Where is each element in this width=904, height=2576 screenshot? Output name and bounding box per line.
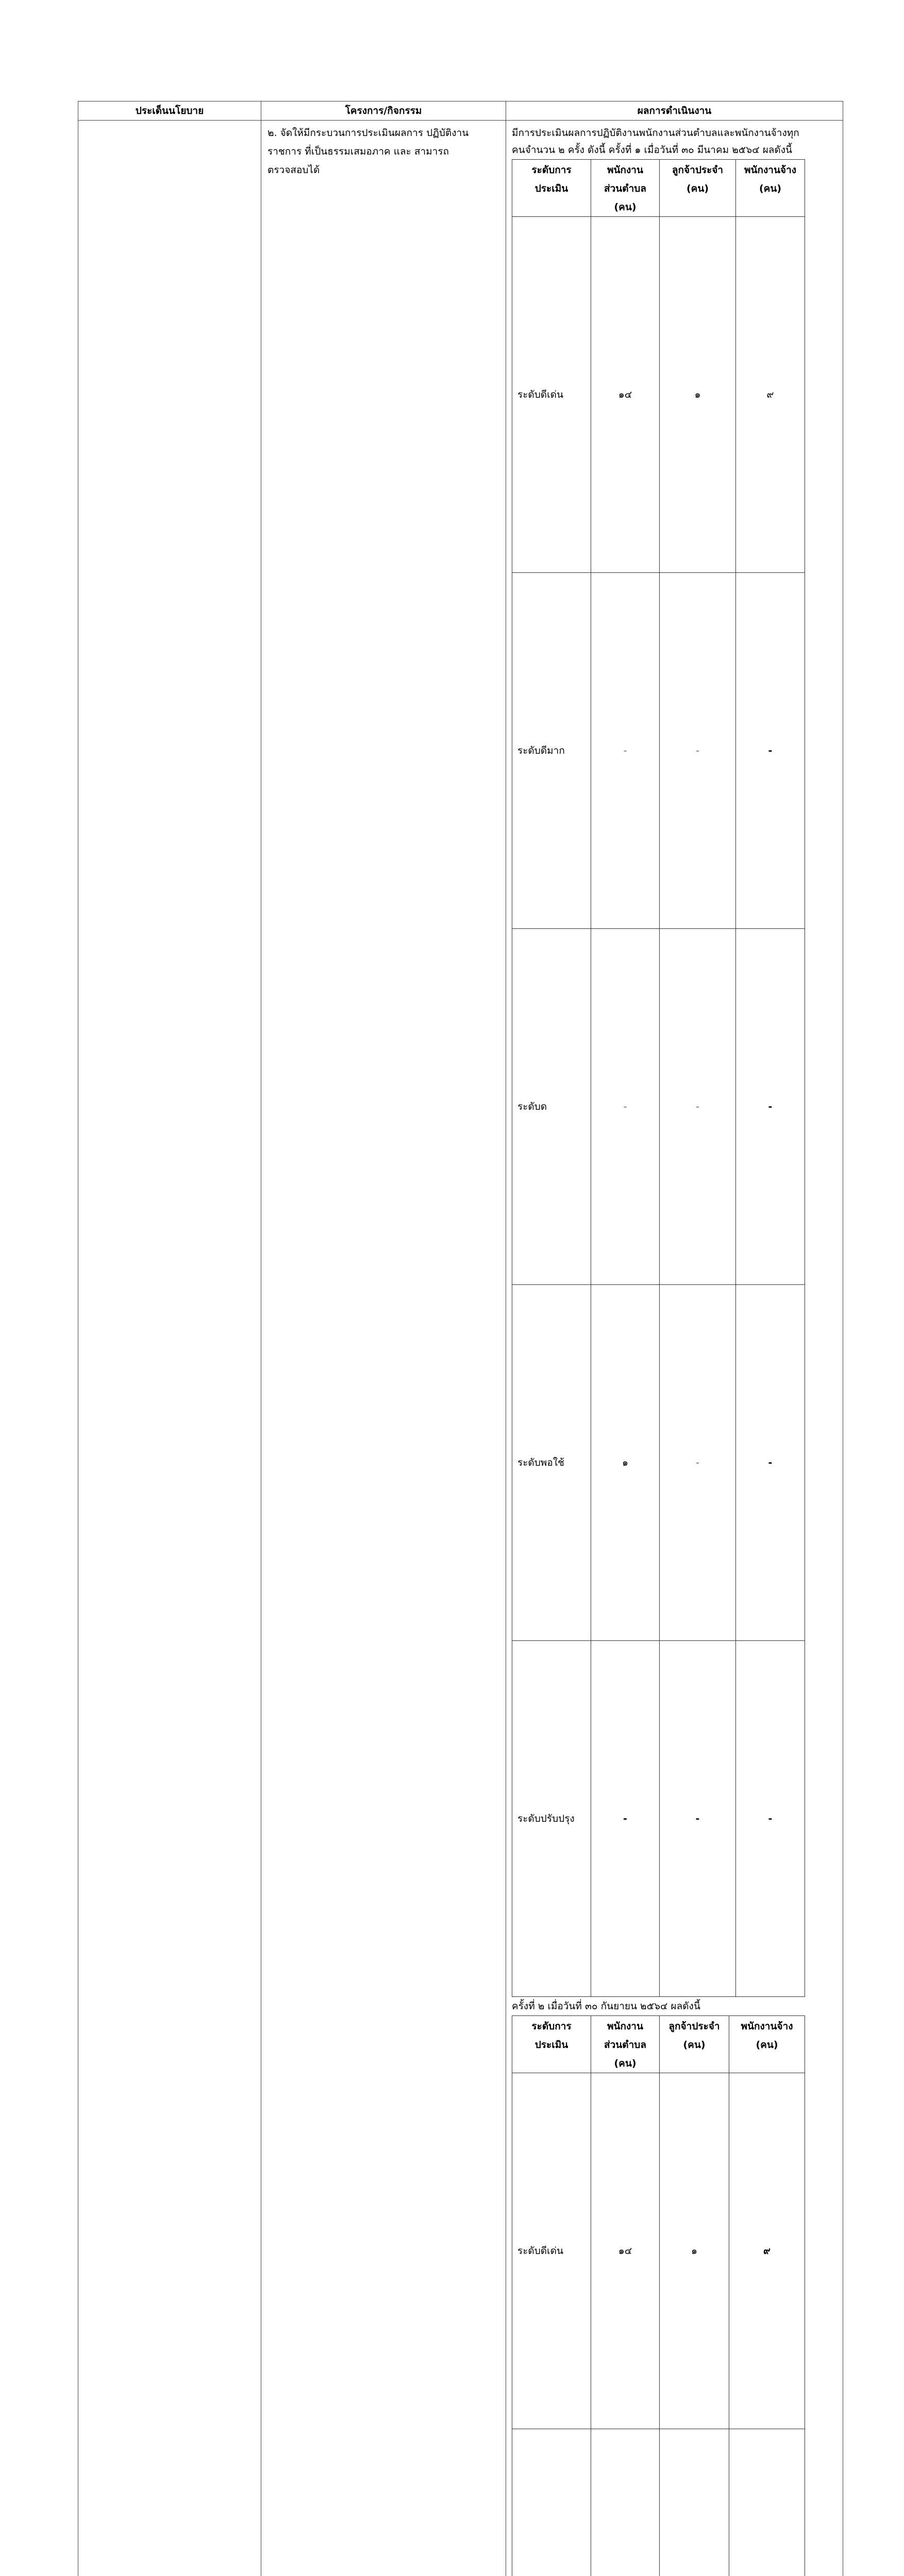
eval-level: ระดับพอใช้ [512, 1285, 591, 1641]
eval-level: ระดับปรับปรุง [512, 1641, 591, 1997]
eval-col-contract-staff [729, 2016, 805, 2073]
eval-value: - [736, 1641, 805, 1997]
col-label-line: พนักงาน [592, 2017, 658, 2036]
col-label-line: ระดับการ [513, 2017, 590, 2036]
col-label-line: (คน) [661, 2036, 728, 2054]
eval-level: ระดับดีเด่น [512, 217, 591, 573]
eval-col-contract-staff [736, 160, 805, 217]
project-text [267, 124, 499, 179]
project-header: โครงการ/กิจกรรม [261, 101, 506, 121]
eval-value: - [660, 573, 736, 929]
eval-level: ระดับดีเด่น [512, 2073, 591, 2429]
eval-level: ระดับดีมาก [512, 573, 591, 929]
col-label-line: ลูกจ้าประจำ [661, 2017, 728, 2036]
project-cell [261, 121, 506, 2576]
eval-col-level [512, 2016, 591, 2073]
result-header: ผลการดำเนินงาน [506, 101, 843, 121]
eval-row [512, 929, 805, 1285]
eval-value: ๑ [660, 2073, 729, 2429]
eval-row [512, 2429, 805, 2576]
header-row [78, 101, 843, 121]
result-intro-line: มีการประเมินผลการปฏิบัติงานพนักงานส่วนตำบลและพนักงานจ้างทุก [512, 124, 843, 142]
policy-cell [78, 121, 261, 2576]
col-label-line: พนักงานจ้าง [730, 2017, 803, 2036]
eval-col-permanent-worker [660, 160, 736, 217]
eval-value: - [736, 573, 805, 929]
eval-value [729, 2429, 805, 2576]
col-label-line: ลูกจ้าประจำ [661, 161, 734, 179]
document-page [0, 0, 904, 639]
eval-value: - [736, 929, 805, 1285]
col-label-line: (คน) [730, 2036, 803, 2054]
eval-col-local-staff [591, 2016, 660, 2073]
eval-value: - [660, 1641, 736, 1997]
project-line: ๒. จัดให้มีกระบวนการประเมินผลการ ปฏิบัติงาน [267, 124, 499, 142]
col-label-line: ประเมิน [513, 179, 590, 198]
eval-value: ๑๔ [591, 217, 660, 573]
eval-col-local-staff [591, 160, 660, 217]
eval-value: - [660, 929, 736, 1285]
result-intro-line: คนจำนวน ๒ ครั้ง ดังนี้ ครั้งที่ ๑ เมื่อวันที่ ๓๐ มีนาคม ๒๕๖๔ ผลดังนี้ [512, 141, 843, 159]
policy-results-table [78, 101, 843, 2576]
project-line: ราชการ ที่เป็นธรรมเสมอภาค และ สามารถ [267, 142, 499, 161]
eval-value [591, 2429, 660, 2576]
col-label-line: ส่วนตำบล [592, 179, 658, 198]
eval-row [512, 217, 805, 573]
col-label-line: (คน) [737, 179, 803, 198]
round-2-caption: ครั้งที่ ๒ เมื่อวันที่ ๓๐ กันยายน ๒๕๖๔ ผลดังนี้ [512, 1997, 843, 2015]
eval-row [512, 573, 805, 929]
eval-row [512, 1641, 805, 1997]
result-cell [506, 121, 843, 2576]
policy-header: ประเด็นนโยบาย [78, 101, 261, 121]
eval-value: - [660, 1285, 736, 1641]
eval-row [512, 2073, 805, 2429]
col-label-line: ส่วนตำบล [592, 2036, 658, 2054]
eval-row [512, 1285, 805, 1641]
eval-value: - [591, 573, 660, 929]
eval-value [660, 2429, 729, 2576]
eval-col-permanent-worker [660, 2016, 729, 2073]
eval-value: ๙ [736, 217, 805, 573]
eval-value: ๑๔ [591, 2073, 660, 2429]
col-label-line: พนักงานจ้าง [737, 161, 803, 179]
eval-header-row [512, 160, 805, 217]
eval-value: - [591, 929, 660, 1285]
eval-value: ๑ [591, 1285, 660, 1641]
col-label-line: (คน) [661, 179, 734, 198]
eval-col-level [512, 160, 591, 217]
project-line: ตรวจสอบได้ [267, 161, 499, 179]
col-label-line: พนักงาน [592, 161, 658, 179]
result-intro [512, 124, 843, 159]
eval-level: ระดับด [512, 929, 591, 1285]
col-label-line: (คน) [592, 2054, 658, 2073]
eval-table-round-2 [512, 2015, 805, 2576]
col-label-line: ระดับการ [513, 161, 590, 179]
col-label-line: (คน) [592, 198, 658, 216]
eval-level [512, 2429, 591, 2576]
eval-value: - [736, 1285, 805, 1641]
eval-value: ๙ [729, 2073, 805, 2429]
eval-value: ๑ [660, 217, 736, 573]
eval-header-row [512, 2016, 805, 2073]
col-label-line: ประเมิน [513, 2036, 590, 2054]
body-row [78, 121, 843, 2576]
eval-value: - [591, 1641, 660, 1997]
eval-table-round-1 [512, 159, 805, 1997]
